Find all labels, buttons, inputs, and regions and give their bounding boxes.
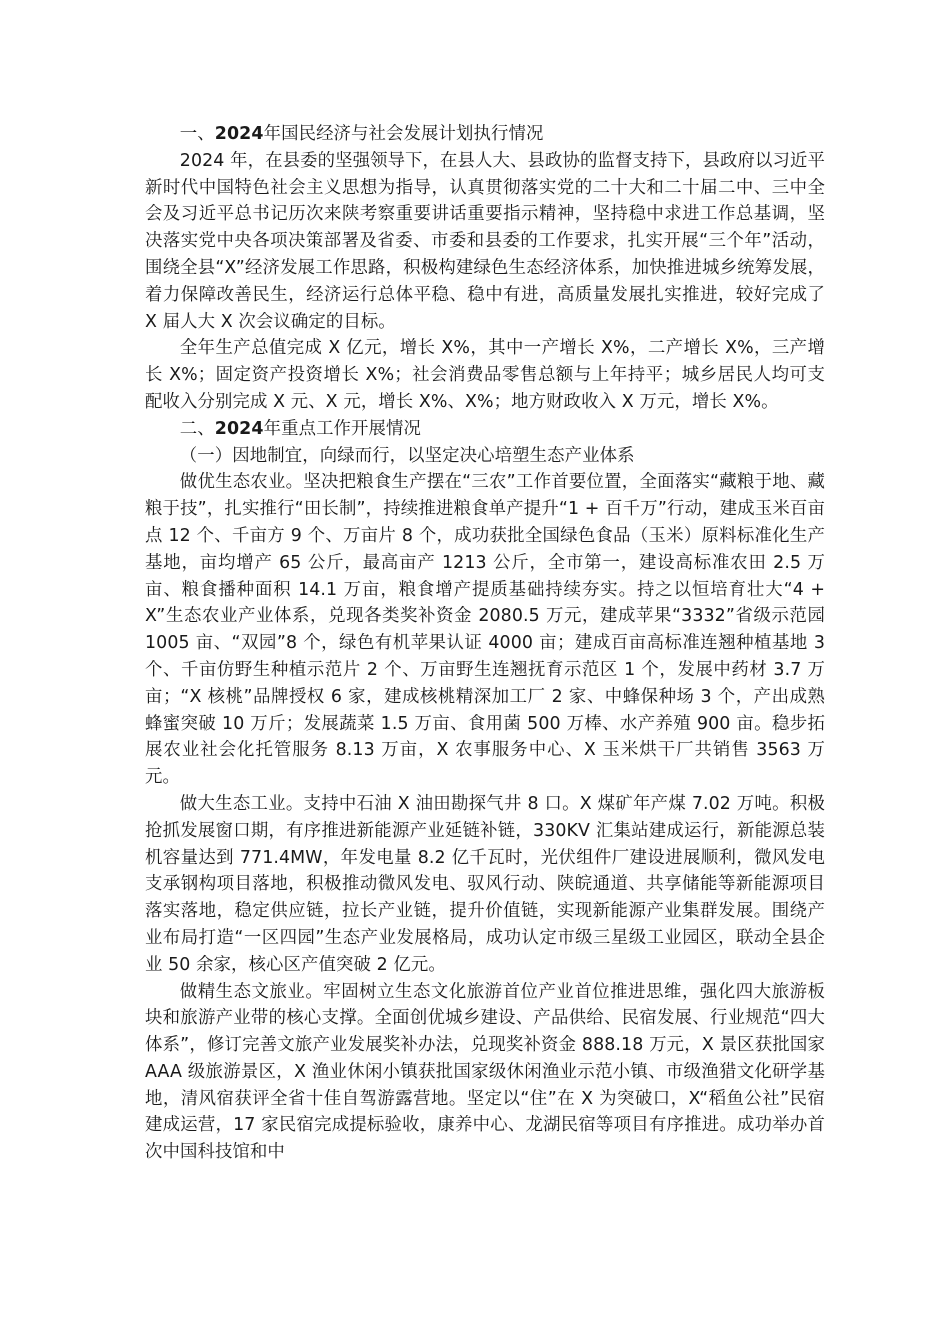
paragraph-overview: 2024 年，在县委的坚强领导下，在县人大、县政协的监督支持下，县政府以习近平新时代中国特色社会主义思想为指导，认真贯彻落实党的二十大和二十届二中、三中全会及习近平总书记历次来陕考察重要讲话重要指示精神，坚持稳中求进工作总基调，坚决落实党中央各项决策部署及省委、市委和县委的工作要求，扎实开展“三个年”活动，围绕全县“X”经济发展工作思路，积极构建绿色生态经济体系，加快推进城乡统筹发展，着力保障改善民生，经济运行总体平稳、稳中有进，高质量发展扎实推进，较好完成了 X 届人大 X 次会议确定的目标。 bbox=[145, 150, 825, 332]
section-heading-1-prefix: 一、 bbox=[179, 124, 215, 144]
paragraph-industry: 做大生态工业。支持中石油 X 油田勘探气井 8 口。X 煤矿年产煤 7.02 万吨。积极抢抓发展窗口期，有序推进新能源产业延链补链，330KV 汇集站建成运行，新能源总装机容量达到 771.4MW，年发电量 8.2 亿千瓦时，光伏组件厂建设进展顺利，微风发电支承钢构项目落地，积极推动微风发电、驭风行动、陕皖通道、共享储能等新能源项目落实落地，稳定供应链，拉长产业链，提升价值链，实现新能源产业集群发展。围绕产业布局打造“一区四园”生态产业发展格局，成功认定市级三星级工业园区，联动全县企业 50 余家，核心区产值突破 2 亿元。 bbox=[145, 793, 825, 975]
section-heading-2-year: 2024 bbox=[214, 418, 264, 439]
section-heading-2 bbox=[145, 416, 825, 443]
section-heading-2-prefix: 二、 bbox=[179, 418, 215, 439]
section-heading-1-text: 年国民经济与社会发展计划执行情况 bbox=[263, 124, 544, 144]
paragraph-economic-figures: 全年生产总值完成 X 亿元，增长 X%，其中一产增长 X%，二产增长 X%，三产增长 X%；固定资产投资增长 X%；社会消费品零售总额与上年持平；城乡居民人均可支配收入分别完成 X 元、X 元，增长 X%、X%；地方财政收入 X 万元，增长 X%。 bbox=[145, 338, 825, 412]
section-heading-1-year: 2024 bbox=[214, 124, 264, 144]
paragraph-agriculture: 做优生态农业。坚决把粮食生产摆在“三农”工作首要位置，全面落实“藏粮于地、藏粮于技”，扎实推行“田长制”，持续推进粮食单产提升“1 + 百千万”行动，建成玉米百亩点 12 个、千亩方 9 个、万亩片 8 个，成功获批全国绿色食品（玉米）原料标准化生产基地，亩均增产 65 公斤，最高亩产 1213 公斤，全市第一，建设高标准农田 2.5 万亩、粮食播种面积 14.1 万亩，粮食增产提质基础持续夯实。持之以恒培育壮大“4 + X”生态农业产业体系，兑现各类奖补资金 2080.5 万元，建成苹果“3332”省级示范园 1005 亩、“双园”8 个，绿色有机苹果认证 4000 亩；建成百亩高标准连翘种植基地 3 个、千亩仿野生种植示范片 2 个、万亩野生连翘抚育示范区 1 个，发展中药材 3.7 万亩；“X 核桃”品牌授权 6 家，建成核桃精深加工厂 2 家、中蜂保种场 3 个，产出成熟蜂蜜突破 10 万斤；发展蔬菜 1.5 万亩、食用菌 500 万棒、水产养殖 900 亩。稳步拓展农业社会化托管服务 8.13 万亩，X 农事服务中心、X 玉米烘干厂共销售 3563 万元。 bbox=[145, 472, 825, 788]
section-heading-1 bbox=[145, 121, 825, 148]
paragraph-tourism: 做精生态文旅业。牢固树立生态文化旅游首位产业首位推进思维，强化四大旅游板块和旅游产业带的核心支撑。全面创优城乡建设、产品供给、民宿发展、行业规范“四大体系”，修订完善文旅产业发展奖补办法，兑现奖补资金 888.18 万元，X 景区获批国家 AAA 级旅游景区，X 渔业休闲小镇获批国家级休闲渔业示范小镇、市级渔猎文化研学基地，清风宿获评全省十佳自驾游露营地。坚定以“住”在 X 为突破口，X“稻鱼公社”民宿建成运营，17 家民宿完成提标验收，康养中心、龙湖民宿等项目有序推进。成功举办首次中国科技馆和中 bbox=[145, 981, 825, 1163]
section-heading-2-text: 年重点工作开展情况 bbox=[263, 418, 422, 439]
document-body bbox=[145, 121, 825, 1166]
subsection-heading-1: （一）因地制宜，向绿而行，以坚定决心培塑生态产业体系 bbox=[179, 445, 635, 466]
